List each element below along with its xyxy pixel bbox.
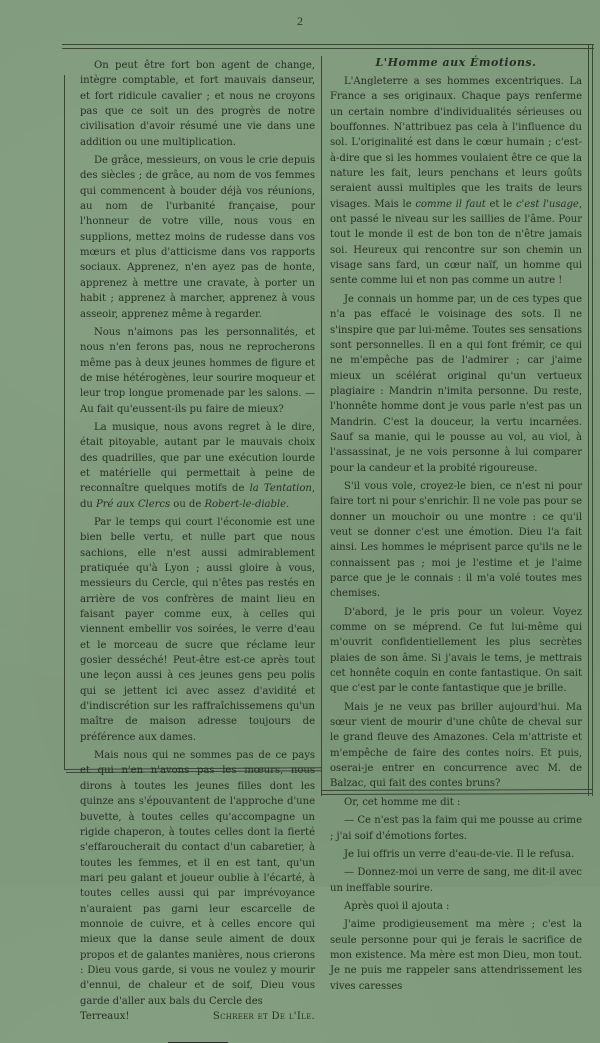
dialogue: — Ce n'est pas la faim qui me pousse au crime ; j'ai soif d'émotions fortes.	[330, 815, 582, 842]
left-column	[80, 58, 315, 1043]
closing-text: Terreaux!	[80, 1010, 130, 1022]
right-frame-rule	[588, 44, 589, 796]
paragraph: Mais nous qui ne sommes pas de ce pays et qui n'en n'avons pas les mœurs, nous dirons à toutes les jeunes filles dont les quinze ans s'épouvantent de l'approche d'une buvette, à toutes celles qu'accompagne un rigide chaperon, à toutes celles dont la fierté s'effaroucherait du contact d'un cabaretier, à toutes les femmes, et il en est tant, qu'un mari peu galant et joueur oublie à l'écarté, à toutes celles aussi qui par imprévoyance n'auraient pas garni leur escarcelle de monnoie de cuivre, et à celles encore qui mieux que la danse seule aiment de doux propos et de galantes manières, nous crierons : Dieu vous garde, si vous ne voulez y mourir d'ennui, de chaleur et de soif, Dieu vous garde d'aller aux bals du Cercle des	[80, 750, 315, 1007]
top-rule	[62, 44, 594, 45]
signature-line	[80, 1009, 315, 1024]
opera-title: la Tentation	[249, 483, 312, 495]
paragraph: On peut être fort bon agent de change, intègre comptable, et fort mauvais danseur, et fort ridicule cavalier ; et nous ne croyons pas que ce soit un des progrès de notre civilisation d'avoir résumé une vie dans une addition ou une multiplication.	[80, 60, 315, 148]
column-divider	[321, 56, 322, 796]
article-title: L'Homme aux Émotions.	[375, 56, 537, 69]
paragraph: Je lui offris un verre d'eau-de-vie. Il le refusa.	[344, 848, 575, 860]
paragraph: Après quoi il ajouta :	[344, 900, 450, 912]
dialogue: — Donnez-moi un verre de sang, me dit-il avec un ineffable sourire.	[330, 867, 582, 894]
paragraph: Je connais un homme par, un de ces types que n'a pas effacé le voisinage des sots. Il ne s'inspire que par lui-même. Toutes ses sensations sont personnelles. Il en a qui font frémir, ce qui ne m'empêche pas de l'admirer ; car j'aime mieux un scélérat original qu'un vertueux plagiaire : Mandrin n'imita personne. Du reste, l'honnête homme dont je vous parle n'est pas un Mandrin. C'est la douceur, la vertu incarnées. Sauf sa manie, qui le pousse au vol, au viol, à l'assassinat, je ne vois personne à lui comparer pour la candeur et la probité rigoureuse.	[330, 293, 582, 474]
paragraph: S'il vous vole, croyez-le bien, ce n'est ni pour faire tort ni pour s'enrichir. Il ne vole pas pour se donner un mouchoir ou une montre : ce qu'il veut se donner c'est une émotion. Dieu l'a fait ainsi. Les hommes le méprisent parce qu'ils ne le connaissent pas ; moi je l'estime et je l'aime parce que je le connais : il m'a volé toutes mes chemises.	[330, 480, 582, 600]
emphasis: comme il faut	[415, 198, 486, 210]
author-signature: Schreer et De l'Ile.	[212, 1010, 315, 1022]
paragraph: L'Angleterre a ses hommes excentriques. La France a ses originaux. Chaque pays renferme un certain nombre d'individualités sérieuses ou bouffonnes. N'attribuez pas cela à l'influence du sol. L'originalité est dans le cœur humain ; c'est-à-dire que si les hommes voulaient être ce que la nature les fait, leurs penchans et leurs goûts seraient aussi multiples que les traits de leurs visages. Mais le comme il faut et le c'est l'usage, ont passé le niveau sur les saillies de l'âme. Pour tout le monde il est de bon ton de n'être jamais soi. Heureux qui rencontre sur son chemin un visage sans fard, un cœur naïf, un homme qui sente comme lui et non pas comme un autre !	[330, 76, 582, 287]
page-number: 2	[297, 14, 303, 28]
paragraph: D'abord, je le pris pour un voleur. Voyez comme on se méprend. Ce fut lui-même qui m'ouvrit confidentiellement les plus secrètes plaies de son âme. Si j'avais le tems, je mettrais cet honnête coquin en conte fantastique. On sait que c'est par le conte fantastique que je brille.	[330, 606, 582, 695]
top-rule-inner	[62, 48, 594, 49]
right-frame-rule-outer	[592, 44, 593, 796]
right-column	[330, 74, 582, 997]
paragraph: Par le temps qui court l'économie est une bien belle vertu, et nulle part que nous sachions, elle n'est aussi admirablement pratiquée qu'à Lyon ; aussi gloire à vous, messieurs du Cercle, qui n'êtes pas restés en arrière de vos confrères de maint lieu en faisant payer comme eux, à celles qui viennent embellir vos soirées, le verre d'eau et le morceau de sucre que réclame leur gosier desséché! Peut-être est-ce après tout une leçon aussi à ces jeunes gens peu polis qui se jettent ici avec assez d'avidité et d'indiscrétion sur les raffraîchissemens qu'un maître de maison adresse toujours de préférence aux dames.	[80, 516, 315, 743]
paragraph: Mais je ne veux pas briller aujourd'hui. Ma sœur vient de mourir d'une chûte de cheval sur le grand fleuve des Amazones. Cela m'attriste et m'empêche de faire des contes noirs. Et puis, oserai-je entrer en concurrence avec M. de Balzac, qui fait des contes bruns?	[330, 701, 582, 790]
opera-title: Robert-le-diable	[204, 498, 287, 510]
opera-title: Pré aux Clercs	[96, 498, 171, 510]
paragraph: J'aime prodigieusement ma mère ; c'est la seule personne pour qui je ferais le sacrifice de mon existence. Ma mère est mon Dieu, mon tout. Je ne puis me rappeler sans attendrissement les vives caresses	[330, 919, 582, 992]
paragraph: Or, cet homme me dit :	[344, 796, 461, 808]
paragraph: Nous n'aimons pas les personnalités, et nous n'en ferons pas, nous ne reprocherons même pas à deux jeunes hommes de figure et de mise hétérogènes, leur sourire moqueur et leur trop longue promenade par les salons. — Au fait qu'eussent-ils pu faire de mieux?	[80, 326, 315, 415]
left-frame-rule	[64, 75, 65, 770]
music-paragraph: La musique, nous avons regret à le dire, était pitoyable, autant par le mauvais choix des quadrilles, que par une exécution lourde et matérielle qui permettait à peine de reconnaître quelques motifs de la Tentation, du Pré aux Clercs ou de Robert-le-diable.	[80, 421, 316, 510]
emphasis: c'est l'usage	[515, 198, 579, 210]
paragraph: De grâce, messieurs, on vous le crie depuis des siècles ; de grâce, au nom de vos femmes qui commencent à bouder déjà vos réunions, au nom de l'urbanité française, pour l'honneur de votre ville, nous vous en supplions, mettez moins de rudesse dans vos mœurs et plus d'atticisme dans vos rapports sociaux. Apprenez, n'en ayez pas de honte, apprenez à mettre une cravate, à porter un habit ; apprenez à marcher, apprenez à vous asseoir, apprenez même à regarder.	[80, 155, 315, 320]
